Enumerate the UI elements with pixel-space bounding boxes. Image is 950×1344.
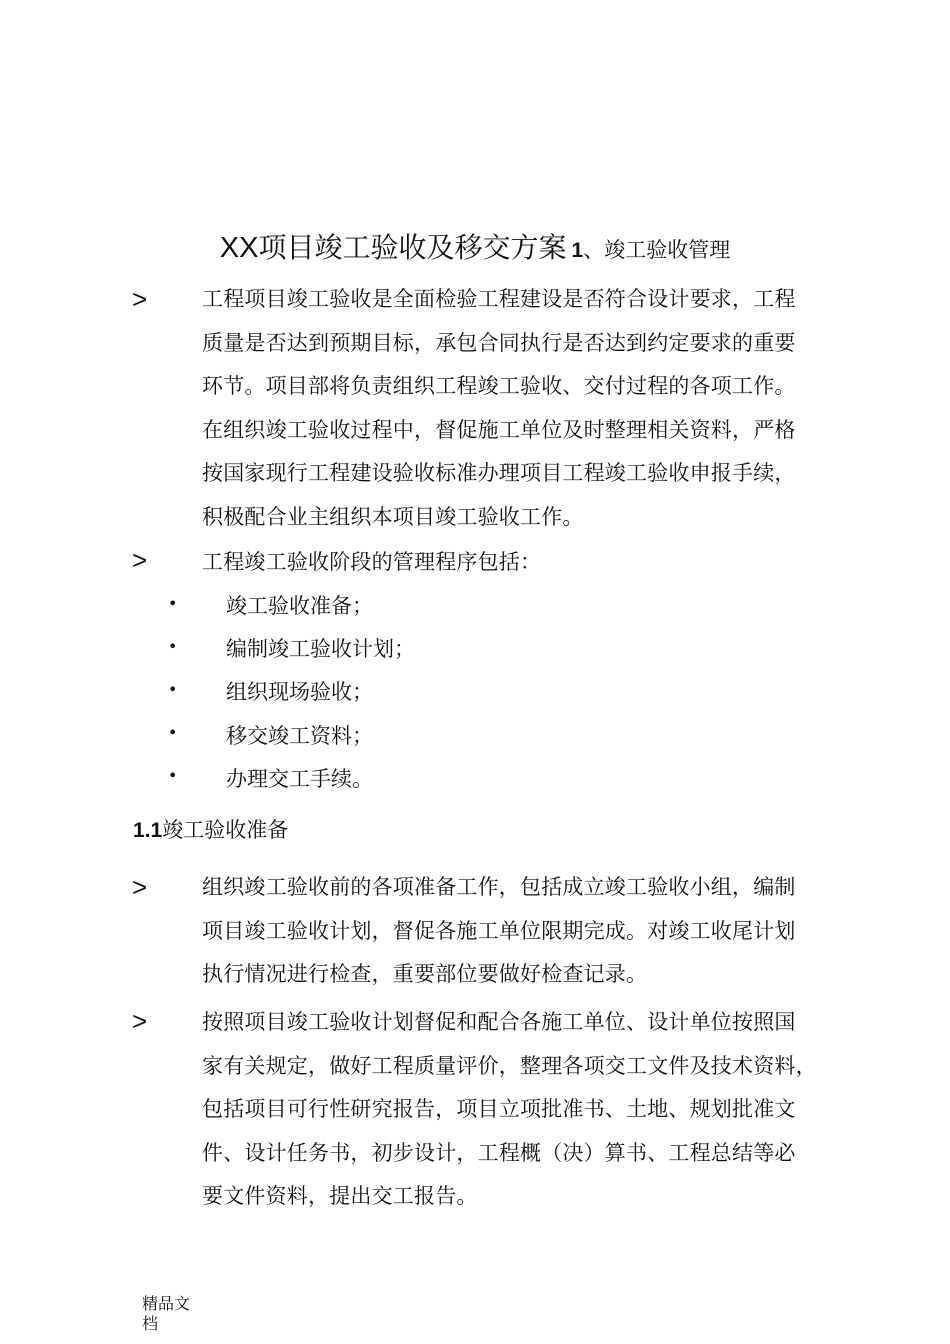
bullet-icon: • — [168, 680, 178, 699]
list-item: 办理交工手续。 — [226, 767, 373, 791]
list-item: 竣工验收准备； — [226, 594, 373, 618]
arrow-marker-icon: > — [132, 284, 148, 314]
paragraph-2 — [202, 541, 842, 585]
paragraph-line: 质量是否达到预期目标，承包合同执行是否达到约定要求的重要 — [202, 330, 796, 355]
paragraph-line: 执行情况进行检查，重要部位要做好检查记录。 — [202, 962, 648, 986]
section-1-text: 、竣工验收管理 — [583, 238, 731, 262]
bullet-icon: • — [168, 594, 178, 613]
section-1-1-heading — [133, 818, 288, 843]
page-footer — [142, 1294, 202, 1334]
title-text: 项目竣工验收及移交方案 — [258, 231, 567, 264]
paragraph-line: 工程项目竣工验收是全面检验工程建设是否符合设计要求，工程 — [202, 287, 796, 311]
paragraph-line: 按照项目竣工验收计划督促和配合各施工单位、设计单位按照国 — [202, 1010, 796, 1034]
bullet-icon: • — [168, 766, 178, 785]
paragraph-line: 工程竣工验收阶段的管理程序包括： — [202, 550, 542, 574]
paragraph-4 — [202, 1001, 842, 1219]
list-item: 移交竣工资料； — [226, 724, 373, 748]
paragraph-line: 要文件资料，提出交工报告。 — [202, 1184, 478, 1208]
arrow-marker-icon: > — [132, 872, 148, 902]
title-main — [220, 231, 567, 264]
paragraph-line: 环节。项目部将负责组织工程竣工验收、交付过程的各项工作。 — [202, 374, 796, 398]
paragraph-3 — [202, 866, 842, 997]
title-prefix: XX — [219, 232, 259, 264]
section-1-1-number: 1.1 — [133, 819, 163, 842]
footer-line: 档 — [142, 1314, 159, 1333]
paragraph-line: 包括项目可行性研究报告，项目立项批准书、土地、规划批准文 — [202, 1097, 796, 1121]
bullet-icon: • — [168, 723, 178, 742]
list-item: 编制竣工验收计划； — [226, 637, 415, 661]
paragraph-line: 组织竣工验收前的各项准备工作，包括成立竣工验收小组，编制 — [202, 875, 796, 899]
bullet-icon: • — [168, 637, 178, 656]
arrow-marker-icon: > — [132, 1006, 148, 1036]
footer-line: 精品文 — [142, 1294, 191, 1313]
paragraph-line: 家有关规定，做好工程质量评价，整理各项交工文件及技术资料， — [202, 1053, 817, 1078]
paragraph-line: 件、设计任务书，初步设计，工程概（决）算书、工程总结等必 — [202, 1140, 796, 1165]
paragraph-line: 在组织竣工验收过程中，督促施工单位及时整理相关资料，严格 — [202, 417, 796, 442]
document-title — [0, 226, 950, 266]
paragraph-1 — [202, 278, 842, 539]
section-1-heading — [572, 238, 731, 262]
arrow-marker-icon: > — [132, 545, 148, 575]
paragraph-line: 积极配合业主组织本项目竣工验收工作。 — [202, 504, 584, 529]
section-1-number: 1 — [571, 239, 584, 262]
list-item: 组织现场验收； — [226, 680, 373, 704]
paragraph-line: 项目竣工验收计划，督促各施工单位限期完成。对竣工收尾计划 — [202, 918, 796, 943]
section-1-1-text: 竣工验收准备 — [162, 818, 289, 842]
paragraph-line: 按国家现行工程建设验收标准办理项目工程竣工验收申报手续， — [202, 461, 796, 485]
